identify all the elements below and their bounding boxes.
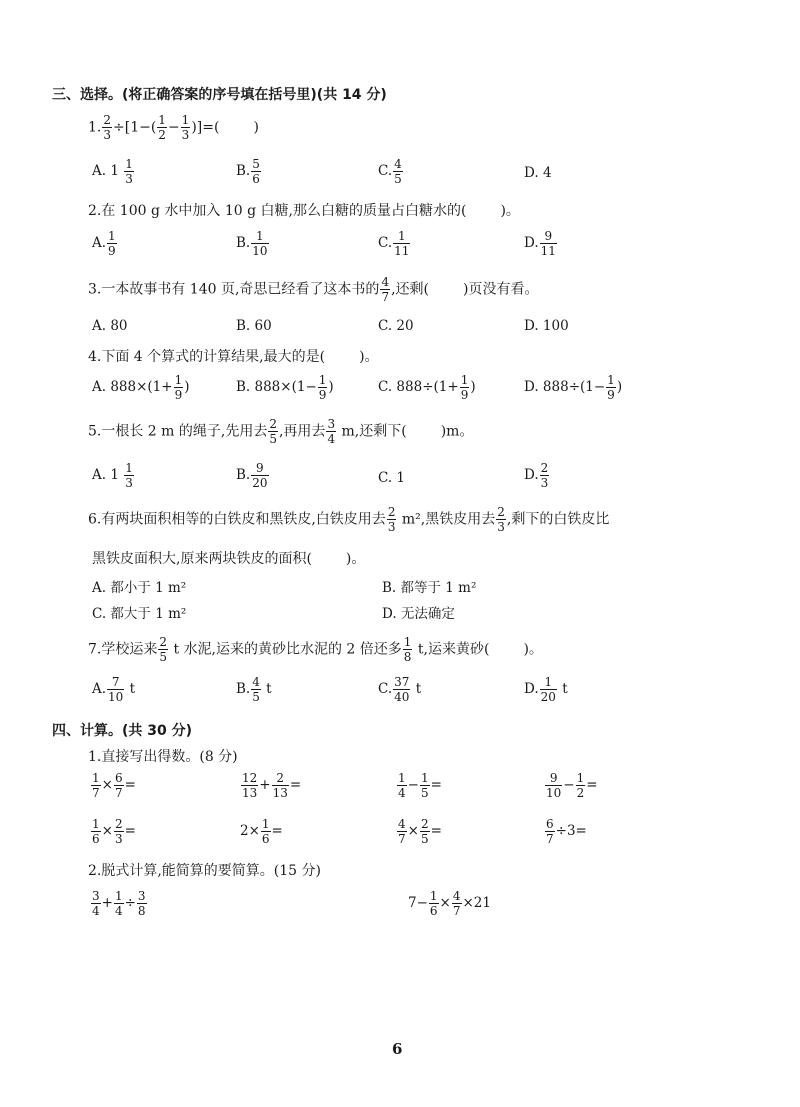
q2-option-b: B. $\frac{1}{10}$ (236, 229, 268, 258)
q2-option-c: C. $\frac{1}{11}$ (378, 229, 410, 258)
question-7: 7.学校运来 $\frac{2}{5}$ t 水泥,运来的黄砂比水泥的 2 倍还多 $\frac{1}{8}$ t,运来黄砂( )。 (88, 635, 543, 664)
calc-5: $\frac{1}{6}$ × $\frac{2}{3}$ = (92, 817, 136, 846)
fraction: $\frac{2}{3}$ (103, 113, 111, 142)
calc-6: 2× $\frac{1}{6}$ = (240, 817, 283, 846)
q3-option-b: B. 60 (236, 318, 272, 334)
q4-option-c: C. 888÷(1+ $\frac{1}{9}$ ) (378, 373, 476, 402)
question-2: 2.在 100 g 水中加入 10 g 白糖,那么白糖的质量占白糖水的( )。 (88, 203, 520, 219)
q7-option-d: D. $\frac{1}{20}$ t (524, 675, 568, 704)
question-1: 1. $\frac{2}{3}$ ÷[1−( $\frac{1}{2}$ − $\frac{1}{3}$ )]=( ) (88, 113, 259, 142)
q6-option-a: A. 都小于 1 m² (92, 580, 187, 596)
q3-option-a: A. 80 (92, 318, 128, 334)
part-2-title: 2.脱式计算,能简算的要简算。(15 分) (88, 863, 321, 879)
expr-1: $\frac{3}{4}$ + $\frac{1}{4}$ ÷ $\frac{3}{8}$ (92, 889, 146, 918)
page-number: 6 (392, 1040, 403, 1058)
q6-option-d: D. 无法确定 (382, 606, 455, 622)
section-4-title: 四、计算。(共 30 分) (52, 723, 193, 739)
calc-7: $\frac{4}{7}$ × $\frac{2}{5}$ = (398, 817, 442, 846)
q4-option-a: A. 888×(1+ $\frac{1}{9}$ ) (92, 373, 190, 402)
q1-option-b: B. $\frac{5}{6}$ (236, 157, 260, 186)
q4-option-b: B. 888×(1− $\frac{1}{9}$ ) (236, 373, 334, 402)
q3-option-d: D. 100 (524, 318, 569, 334)
calc-8: $\frac{6}{7}$ ÷3= (546, 817, 587, 846)
q5-option-a: A. 1 $\frac{1}{3}$ (92, 461, 133, 490)
section-3-title: 三、选择。(将正确答案的序号填在括号里)(共 14 分) (52, 87, 387, 103)
q7-option-b: B. $\frac{4}{5}$ t (236, 675, 272, 704)
question-4: 4.下面 4 个算式的计算结果,最大的是( )。 (88, 349, 379, 365)
q6-option-c: C. 都大于 1 m² (92, 606, 187, 622)
q7-option-a: A. $\frac{7}{10}$ t (92, 675, 136, 704)
question-6-line2: 黑铁皮面积大,原来两块铁皮的面积( )。 (92, 551, 366, 567)
part-1-title: 1.直接写出得数。(8 分) (88, 749, 238, 765)
q2-option-d: D. $\frac{9}{11}$ (524, 229, 556, 258)
fraction: $\frac{1}{3}$ (181, 113, 190, 142)
q3-option-c: C. 20 (378, 318, 414, 334)
question-6: 6.有两块面积相等的白铁皮和黑铁皮,白铁皮用去 $\frac{2}{3}$ m²,黑铁皮用去 $\frac{2}{3}$ ,剩下的白铁皮比 (88, 505, 610, 534)
fraction: $\frac{1}{2}$ (158, 113, 166, 142)
calc-2: $\frac{12}{13}$ + $\frac{2}{13}$ = (242, 771, 302, 800)
calc-3: $\frac{1}{4}$ − $\frac{1}{5}$ = (398, 771, 442, 800)
q1-option-d: D. 4 (524, 165, 552, 181)
q5-option-c: C. 1 (378, 470, 406, 486)
question-3: 3.一本故事书有 140 页,奇思已经看了这本书的 $\frac{4}{7}$ ,还剩( )页没有看。 (88, 275, 539, 304)
q5-option-d: D. $\frac{2}{3}$ (524, 461, 549, 490)
q5-option-b: B. $\frac{9}{20}$ (236, 461, 268, 490)
q1-option-a: A. 1 $\frac{1}{3}$ (92, 157, 133, 186)
q7-option-c: C. $\frac{37}{40}$ t (378, 675, 422, 704)
expr-2: 7− $\frac{1}{6}$ × $\frac{4}{7}$ ×21 (408, 889, 491, 918)
calc-1: $\frac{1}{7}$ × $\frac{6}{7}$ = (92, 771, 136, 800)
q1-option-c: C. $\frac{4}{5}$ (378, 157, 402, 186)
calc-4: $\frac{9}{10}$ − $\frac{1}{2}$ = (546, 771, 598, 800)
question-5: 5.一根长 2 m 的绳子,先用去 $\frac{2}{5}$ ,再用去 $\frac{3}{4}$ m,还剩下( )m。 (88, 417, 474, 446)
q6-option-b: B. 都等于 1 m² (382, 580, 477, 596)
q4-option-d: D. 888÷(1− $\frac{1}{9}$ ) (524, 373, 623, 402)
q2-option-a: A. $\frac{1}{9}$ (92, 229, 116, 258)
